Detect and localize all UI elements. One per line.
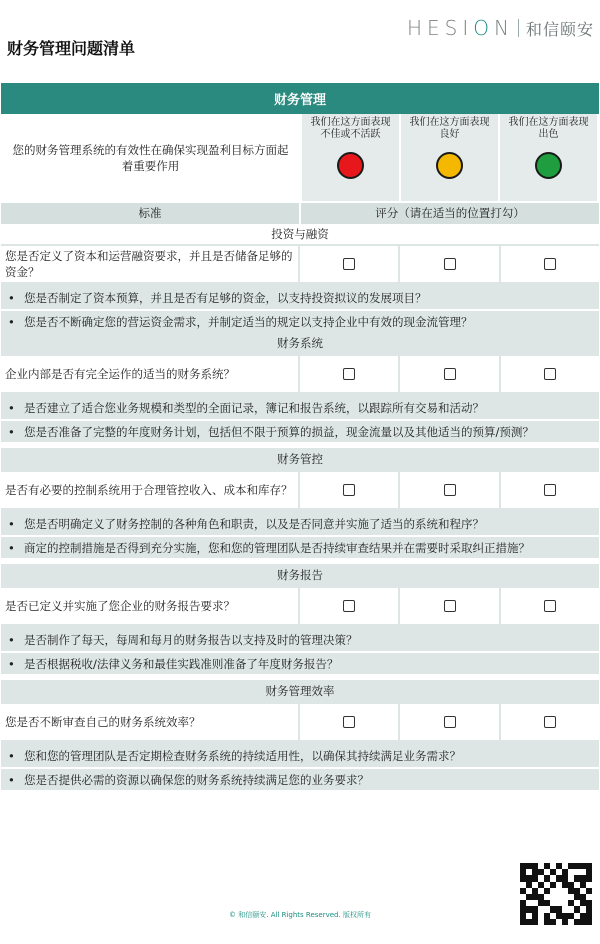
checkbox-cell <box>298 588 398 624</box>
checkbox-cell <box>398 472 498 508</box>
checkbox-good[interactable] <box>444 600 456 612</box>
checkbox-cell <box>398 356 498 392</box>
list-item: • 商定的控制措施是否得到充分实施，您和您的管理团队是否持续审查结果并在需要时采取纠正措施？ <box>1 535 599 559</box>
checkbox-cell <box>499 704 599 740</box>
level-excellent-label: 我们在这方面表现出色 <box>508 117 589 140</box>
checkbox-cell <box>499 356 599 392</box>
column-header-row <box>1 203 599 224</box>
checkbox-poor[interactable] <box>343 368 355 380</box>
checkbox-cell <box>499 588 599 624</box>
question-text: 是否已定义并实施了您企业的财务报告要求？ <box>5 599 235 613</box>
checkbox-cell <box>298 246 398 282</box>
list-item: • 您是否制定了资本预算，并且是否有足够的资金，以支持投资拟议的发展项目？ <box>8 291 427 305</box>
checkbox-excellent[interactable] <box>544 600 556 612</box>
list-item: • 您是否明确定义了财务控制的各种角色和职责，以及是否同意并实施了适当的系统和程序？ <box>8 517 484 531</box>
list-item: • 是否制作了每天，每周和每月的财务报告以支持及时的管理决策？ <box>8 633 358 647</box>
checkbox-poor[interactable] <box>343 258 355 270</box>
level-excellent <box>498 114 597 201</box>
question-row <box>1 354 599 394</box>
checkbox-good[interactable] <box>444 484 456 496</box>
bullet-list <box>1 626 599 674</box>
bullet-list <box>1 394 599 442</box>
footer-copyright: © 和信颐安. All Rights Reserved. 版权所有 <box>229 911 371 919</box>
checkbox-good[interactable] <box>444 368 456 380</box>
checkbox-cell <box>398 704 498 740</box>
amber-traffic-light-icon <box>436 152 463 179</box>
list-item: • 是否建立了适合您业务规模和类型的全面记录，簿记和报告系统，以跟踪所有交易和活动？ <box>8 401 484 415</box>
intro-question: 您的财务管理系统的有效性在确保实现盈利目标方面起着重要作用 <box>1 114 300 201</box>
checkbox-excellent[interactable] <box>544 368 556 380</box>
list-item: • 您是否准备了完整的年度财务计划，包括但不限于预算的损益，现金流量以及其他适当的预算/预测？ <box>1 419 599 443</box>
green-traffic-light-icon <box>535 152 562 179</box>
checklist-table <box>1 83 599 790</box>
list-item: • 您是否提供必需的资源以确保您的财务系统持续满足您的业务要求？ <box>1 767 599 791</box>
section-title-reporting: 财务报告 <box>1 558 599 586</box>
section-title-systems: 财务系统 <box>1 332 599 354</box>
checkbox-cell <box>499 472 599 508</box>
checkbox-cell <box>398 588 498 624</box>
section-title-investment: 投资与融资 <box>1 224 599 244</box>
checkbox-good[interactable] <box>444 258 456 270</box>
checkbox-poor[interactable] <box>343 484 355 496</box>
checkbox-cell <box>298 472 398 508</box>
checkbox-cell <box>298 356 398 392</box>
question-text: 企业内部是否有完全运作的适当的财务系统？ <box>5 367 235 381</box>
bullet-list <box>1 510 599 558</box>
question-row <box>1 702 599 742</box>
bullet-list <box>1 284 599 332</box>
checkbox-cell <box>298 704 398 740</box>
checkbox-cell <box>499 246 599 282</box>
column-score: 评分（请在适当的位置打勾） <box>299 203 599 224</box>
section-title-controls: 财务管控 <box>1 442 599 470</box>
checkbox-excellent[interactable] <box>544 258 556 270</box>
level-poor <box>300 114 399 201</box>
question-text: 您是否不断审查自己的财务系统效率？ <box>5 715 201 729</box>
list-item: • 是否根据税收/法律义务和最佳实践准则准备了年度财务报告？ <box>1 651 599 675</box>
question-row <box>1 470 599 510</box>
rating-legend-row <box>1 114 599 203</box>
checkbox-poor[interactable] <box>343 600 355 612</box>
checkbox-poor[interactable] <box>343 716 355 728</box>
checkbox-cell <box>398 246 498 282</box>
list-item: • 您和您的管理团队是否定期检查财务系统的持续适用性，以确保其持续满足业务需求？ <box>8 749 461 763</box>
bullet-list <box>1 742 599 790</box>
checkbox-good[interactable] <box>444 716 456 728</box>
red-traffic-light-icon <box>337 152 364 179</box>
level-good <box>399 114 498 201</box>
brand-divider <box>518 19 519 37</box>
level-poor-label: 我们在这方面表现不佳或不活跃 <box>310 117 391 140</box>
list-item: • 您是否不断确定您的营运资金需求，并制定适当的规定以支持企业中有效的现金流管理？ <box>1 309 599 333</box>
checkbox-excellent[interactable] <box>544 484 556 496</box>
page-title: 财务管理问题清单 <box>7 39 136 58</box>
level-good-label: 我们在这方面表现良好 <box>409 117 490 140</box>
question-row <box>1 586 599 626</box>
column-standard: 标准 <box>138 206 162 220</box>
question-row <box>1 244 599 284</box>
brand-latin-wordmark: HESION <box>406 16 514 40</box>
brand-logo <box>407 16 594 40</box>
question-text: 是否有必要的控制系统用于合理管控收入、成本和库存？ <box>5 483 293 497</box>
question-text: 您是否定义了资本和运营融资要求，并且是否储备足够的资金？ <box>5 249 293 279</box>
checkbox-excellent[interactable] <box>544 716 556 728</box>
section-title-efficiency: 财务管理效率 <box>1 674 599 702</box>
section-header-finance: 财务管理 <box>1 83 599 114</box>
brand-chinese-name: 和信颐安 <box>525 19 594 39</box>
